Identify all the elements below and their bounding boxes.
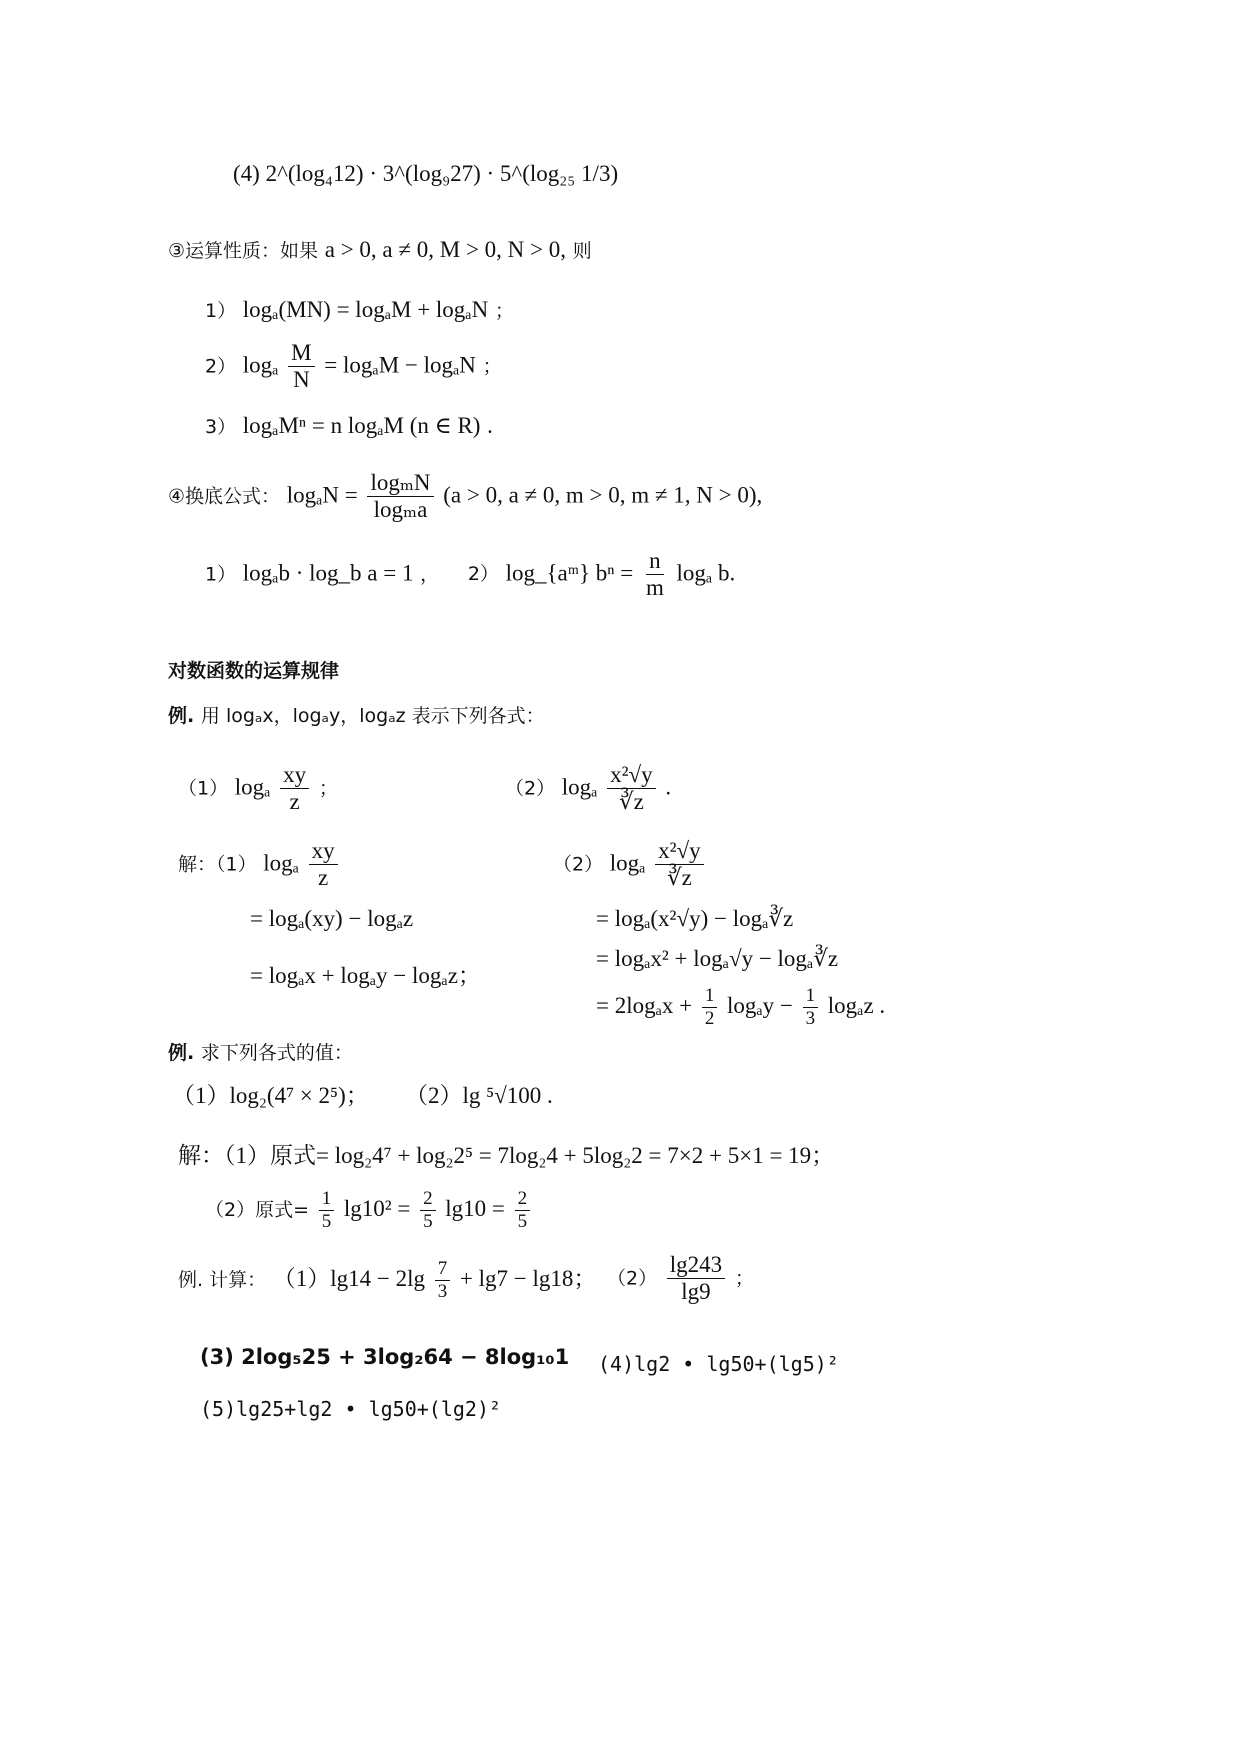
rule-2-numerator: M — [288, 340, 314, 367]
rule-2-end: ； — [482, 355, 502, 378]
q1-log: logₐ — [234, 774, 271, 800]
ex3-q2-end: ； — [734, 1267, 754, 1290]
ex3-q2-fraction — [667, 1252, 725, 1306]
example-3-question-2 — [607, 1252, 754, 1306]
rule-1-end: ； — [494, 300, 514, 322]
example-3-question-4: (4)lg2 • lg50+(lg5)² — [598, 1352, 839, 1376]
q2-fraction — [607, 762, 656, 816]
property-4-fraction — [367, 470, 433, 524]
exercise-4-expression: (4) 2^(log₄12) · 3^(log₉27) · 5^(log₂₅ 1/3) — [233, 161, 619, 186]
q2-log: logₐ — [561, 774, 598, 800]
ex3-q1-numerator: 7 — [435, 1258, 451, 1281]
ex2-fifth-fraction — [319, 1188, 335, 1233]
example-3-row-1 — [178, 1258, 596, 1303]
q1-fraction — [280, 762, 309, 816]
ex3-q1-a: （1）lg14 − 2lg — [272, 1265, 426, 1291]
ex3-q2-numerator: lg243 — [667, 1252, 725, 1279]
rule-1 — [205, 296, 514, 324]
s2-fraction — [655, 838, 704, 892]
ex3-q2-label: （2） — [607, 1267, 658, 1290]
solution-2-label: （2） — [553, 853, 604, 876]
property-4-condition: (a > 0, a ≠ 0, m > 0, m ≠ 1, N > 0), — [443, 482, 763, 508]
q1-denominator: z — [289, 789, 300, 815]
s2-half-fraction — [702, 985, 718, 1030]
solution-1-start — [178, 838, 341, 892]
corollary-2-label: 2） — [467, 563, 499, 586]
s2-step4-b: logₐy − — [727, 992, 793, 1018]
rule-2-fraction — [288, 340, 314, 394]
q2-end: . — [665, 774, 672, 800]
example-2-question-2: （2）lg ⁵√100 . — [405, 1083, 553, 1108]
property-3-then: 则 — [572, 240, 592, 262]
example-1-text: 用 logₐx，logₐy，logₐz 表示下列各式： — [200, 705, 545, 727]
example-2-solution-1: 解：（1）原式= log₂4⁷ + log₂2⁵ = 7log₂4 + 5log₂2 = 7×2 + 5×1 = 19； — [178, 1143, 835, 1168]
rule-1-expression: logₐ(MN) = logₐM + logₐN — [242, 297, 489, 322]
s2-step4-a: = 2logₐx + — [596, 992, 693, 1018]
q1-end: ； — [318, 777, 338, 800]
rule-3 — [205, 412, 493, 440]
section-title: 对数函数的运算规律 — [168, 660, 340, 682]
ex2-fifth-denominator: 5 — [321, 1210, 332, 1232]
corollary-1-label: 1） — [205, 563, 237, 586]
property-4-denominator: logₘa — [373, 497, 428, 523]
ex2-twofifth-a-denominator: 5 — [423, 1210, 433, 1232]
ex3-q1-b: + lg7 − lg18； — [459, 1265, 597, 1291]
example-2-prompt — [168, 1040, 353, 1065]
corollary-2-denominator: m — [645, 575, 664, 601]
ex2-twofifth-b-denominator: 5 — [517, 1210, 528, 1232]
solution-2-start — [553, 838, 707, 892]
example-3-question-3: (3) 2log₅25 + 3log₂64 − 8log₁₀1 — [200, 1345, 570, 1369]
property-3-heading — [168, 236, 592, 264]
ex2-twofifth-fraction-b — [515, 1188, 531, 1233]
ex2-sol2-middle: lg10² = — [343, 1195, 411, 1221]
ex2-twofifth-a-numerator: 2 — [420, 1188, 436, 1211]
solution-1-step-3: = logₐx + logₐy − logₐz； — [250, 963, 481, 988]
example-3-label: 例. 计算： — [178, 1268, 267, 1291]
s1-numerator: xy — [309, 838, 338, 865]
s1-fraction — [309, 838, 338, 892]
s2-log: logₐ — [609, 850, 646, 876]
ex3-q1-fraction — [435, 1258, 451, 1303]
solution-2-step-4 — [596, 985, 885, 1030]
s1-log: logₐ — [263, 850, 299, 876]
property-3-title: ③运算性质：如果 — [168, 240, 319, 262]
corollary-separator: ， — [420, 563, 440, 586]
q1-numerator: xy — [280, 762, 309, 789]
rule-2-denominator: N — [293, 367, 310, 393]
solution-1-label: 解：（1） — [178, 853, 257, 876]
s1-denominator: z — [318, 865, 329, 891]
property-3-condition: a > 0, a ≠ 0, M > 0, N > 0, — [324, 237, 566, 262]
example-1-question-1 — [178, 762, 338, 816]
s2-third-fraction — [803, 985, 819, 1030]
q2-label: （2） — [505, 777, 556, 800]
s2-third-numerator: 1 — [803, 985, 819, 1008]
corollary-2-rhs: logₐ b. — [676, 560, 736, 586]
property-4 — [168, 470, 762, 524]
s2-denominator: ∛z — [666, 865, 692, 891]
example-2-solution-2 — [205, 1188, 533, 1233]
example-1-prompt — [168, 703, 545, 728]
s2-step4-c: logₐz . — [827, 992, 886, 1018]
ex2-sol2-label: （2）原式= — [205, 1198, 310, 1221]
corollary-2-fraction — [643, 548, 667, 602]
property-4-title: ④换底公式： — [168, 485, 281, 508]
s2-half-numerator: 1 — [702, 985, 718, 1008]
ex2-fifth-numerator: 1 — [319, 1188, 335, 1211]
corollary-2-lhs: log_{aᵐ} bⁿ = — [505, 560, 634, 586]
example-2-text: 求下列各式的值： — [200, 1042, 353, 1064]
rule-3-expression: logₐMⁿ = n logₐM (n ∈ R) — [242, 413, 481, 438]
ex3-q1-denominator: 3 — [437, 1280, 448, 1302]
s2-half-denominator: 2 — [704, 1007, 715, 1029]
ex2-twofifth-b-numerator: 2 — [515, 1188, 531, 1211]
rule-3-label: 3） — [205, 416, 237, 438]
rule-3-end: . — [487, 413, 493, 438]
solution-2-step-3: = logₐx² + logₐ√y − logₐ∛z — [596, 946, 839, 971]
property-4-lhs: logₐN = — [286, 482, 358, 508]
example-1-question-2 — [505, 762, 671, 816]
property-4-numerator: logₘN — [367, 470, 433, 497]
ex2-twofifth-fraction-a — [420, 1188, 436, 1233]
ex2-sol2-middle-2: lg10 = — [445, 1195, 505, 1221]
q1-label: （1） — [178, 777, 229, 800]
solution-2-step-2: = logₐ(x²√y) − logₐ∛z — [596, 906, 794, 931]
example-2-label: 例. — [168, 1042, 195, 1064]
example-3-question-5: (5)lg25+lg2 • lg50+(lg2)² — [200, 1397, 502, 1421]
corollary-1-expression: logₐb · log_b a = 1 — [242, 560, 414, 586]
example-2-question-1: （1）log₂(4⁷ × 2⁵)； — [172, 1083, 369, 1108]
rule-2-rhs: = logₐM − logₐN — [324, 352, 476, 378]
q2-numerator: x²√y — [607, 762, 656, 789]
corollary-2-numerator: n — [646, 548, 664, 575]
s2-third-denominator: 3 — [805, 1007, 816, 1029]
rule-2 — [205, 340, 502, 394]
ex3-q2-denominator: lg9 — [681, 1279, 711, 1305]
property-4-corollaries — [205, 548, 735, 602]
solution-1-step-2: = logₐ(xy) − logₐz — [250, 906, 414, 931]
rule-2-label: 2） — [205, 355, 237, 378]
example-1-label: 例. — [168, 705, 195, 727]
q2-denominator: ∛z — [618, 789, 644, 815]
rule-2-log: logₐ — [242, 352, 279, 378]
rule-1-label: 1） — [205, 300, 237, 322]
s2-numerator: x²√y — [655, 838, 704, 865]
